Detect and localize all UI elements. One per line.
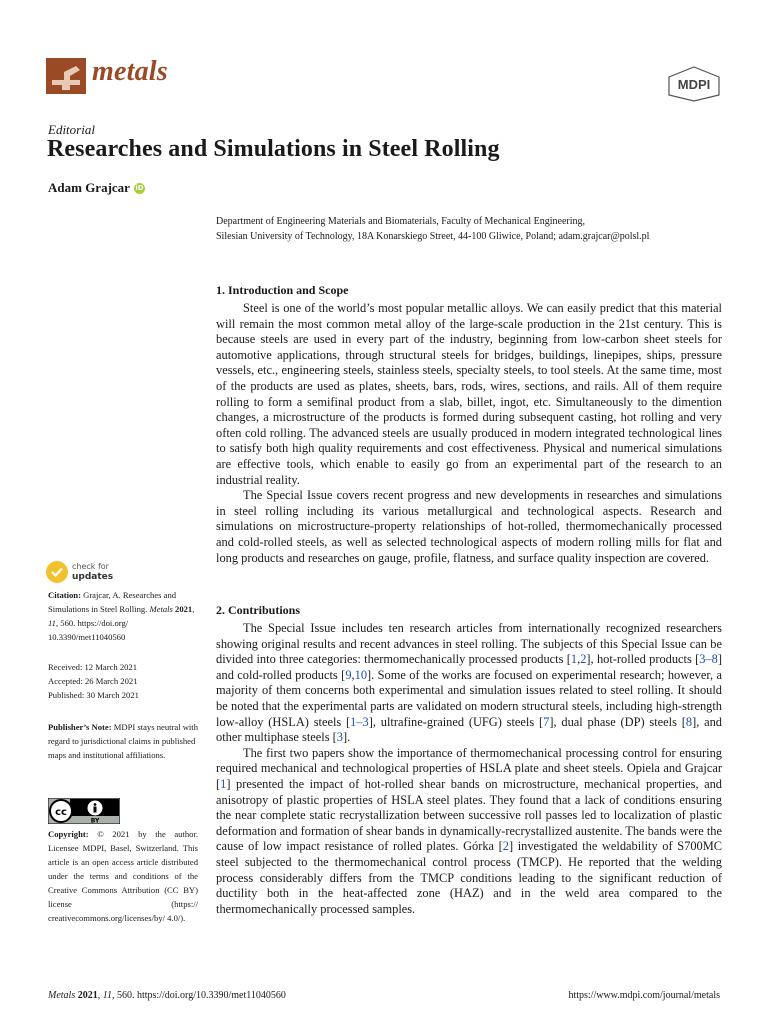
footer-journal-link[interactable]: https://www.mdpi.com/journal/metals	[568, 990, 720, 1001]
check-updates-small-text: check for	[72, 562, 109, 571]
reference-link[interactable]: 1	[570, 652, 578, 667]
section-heading: 1. Introduction and Scope	[216, 283, 349, 297]
page-title: Researches and Simulations in Steel Rolling	[47, 136, 500, 162]
affiliation-line: Silesian University of Technology, 18A Konarskiego Street, 44-100 Gliwice, Poland; adam.grajcar@polsl.pl	[216, 231, 650, 242]
reference-link[interactable]: 3	[336, 730, 343, 745]
reference-link[interactable]: 9	[345, 667, 352, 682]
published-date: Published: 30 March 2021	[48, 690, 139, 700]
dates-block	[48, 660, 198, 702]
journal-name: metals	[92, 56, 168, 87]
section-body	[216, 621, 722, 917]
paragraph: The Special Issue covers recent progress and new developments in researches and simulations in steel rolling including its various metallurgical and technological aspects. Research and simulations on microstructure-property relationships of hot-rolled, thermomechanically processed and cold-rolled steels, as well as selected technological aspects of modern rolling mills for flat and long products and researches on gauge, profile, flatness, and surface quality inspection are covered.	[216, 488, 722, 565]
affiliation-line: Department of Engineering Materials and Biomaterials, Faculty of Mechanical Engineering,	[216, 216, 586, 227]
cc-by-license-icon[interactable]	[48, 798, 120, 824]
paragraph: The Special Issue includes ten research articles from internationally recognized researchers showing original results and recent advances in steel rolling. The subjects of this Special Issue can be divided into three categories: thermomechanically processed products [1,2], hot-rolled products [3–8] and cold-rolled products [9,10]. Some of the works are focused on experimental research; however, a majority of them concerns both experimental and simulation issues related to steel rolling. It should be noted that the experimental parts are validated on modern structural steels, including high-strength low-alloy (HSLA) steels [1–3], ultrafine-grained (UFG) steels [7], dual phase (DP) steels [8], and other multiphase steels [3].	[216, 621, 723, 745]
citation-block: Citation: Grajcar, A. Researches and Simulations in Steel Rolling. Metals 2021, 11, 560. https://doi.org/ 10.3390/met11040560	[48, 590, 195, 642]
section-heading: 2. Contributions	[216, 603, 301, 617]
mdpi-logo-icon	[667, 66, 721, 102]
reference-link[interactable]: 8	[685, 714, 693, 729]
copyright-notice: Copyright: © 2021 by the author. Licensee MDPI, Basel, Switzerland. This article is an open access article distributed under the terms and conditions of the Creative Commons Attribution (CC BY) license (https:// creativecommons.org/licenses/by/ 4.0/).	[48, 829, 198, 923]
accepted-date: Accepted: 26 March 2021	[48, 676, 138, 686]
doi-link[interactable]: , 560. https://doi.org/ 10.3390/met11040560	[48, 618, 129, 642]
author-line	[48, 180, 145, 196]
reference-link[interactable]: 2	[580, 652, 587, 667]
author-name[interactable]: Adam Grajcar	[48, 180, 130, 195]
orcid-icon[interactable]: iD	[135, 183, 144, 192]
section-body	[216, 301, 722, 566]
reference-link[interactable]: 7	[543, 714, 550, 729]
check-updates-icon	[46, 561, 68, 583]
check-updates-label: updates	[72, 572, 114, 582]
received-date: Received: 12 March 2021	[48, 662, 138, 672]
article-type: Editorial	[48, 122, 95, 137]
reference-link[interactable]: 3–8	[699, 652, 718, 667]
reference-link[interactable]: 10	[354, 667, 368, 682]
footer-citation: Metals 2021, 11, 560. https://doi.org/10.3390/met11040560	[48, 990, 286, 1001]
publisher-note: Publisher’s Note: MDPI stays neutral with regard to jurisdictional claims in published maps and institutional affiliations.	[48, 722, 198, 760]
publisher-logo-text: MDPI	[677, 77, 711, 92]
svg-text:cc: cc	[55, 807, 67, 818]
paragraph: The first two papers show the importance of thermomechanical processing control for ensuring required mechanical and technological properties of HSLA plate and sheet steels. Opiela and Grajcar [1] presented the impact of hot-rolled shear bands on microstructure, mechanical properties, and anisotropy of plastic properties of HSLA steel plates. They found that a lack of conditions ensuring the near complete static recrystallization between successive roll passes led to localization of plastic deformation and formation of shear bands in dynamically-recrystallized austenite. The bands were the cause of low impact resistance of rolled plates. Górka [2] investigated the weldability of S700MC steel subjected to the thermomechanical control process (TMCP). He reported that the welding process considerably differs from the TMCP conditions leading to the significant reduction of ductility both in the heat-affected zone (HAZ) and in the weld area compared to the thermomechanically processed samples.	[216, 745, 722, 916]
paragraph: Steel is one of the world’s most popular metallic alloys. We can easily predict that this material will remain the most common metal alloy of the large-scale production in the 21st century. This is because steels are used in every part of the industry, beginning from low-carbon sheet steels for automotive applications, through structural steels for bridges, buildings, linepipes, ships, pressure vessels, etc., engineering steels, stainless steels, specialty steels, to tool steels. At the same time, most of the products are used as plates, sheets, bars, rods, wires, sections, and rails. All of them require rolling to form a semifinal product from a slab, billet, ingot, etc. Simultaneously to the dimention changes, a microstructure of the products is formed during subsequent casting, hot rolling and very often cold rolling. The advanced steels are usually produced in modern integrated technological lines to satisfy both high quality requirements and cost effectiveness. Physical and numerical simulations are effective tools, which enable to easily go from an experimental part of the research to an industrial reality.	[216, 301, 722, 487]
metals-logo-icon	[46, 58, 86, 94]
cc-by-text: BY	[90, 817, 100, 824]
reference-link[interactable]: 2	[502, 839, 509, 854]
affiliation	[216, 214, 736, 244]
reference-link[interactable]: 1–3	[350, 714, 369, 729]
check-for-updates-button[interactable]	[46, 559, 166, 585]
reference-link[interactable]: 1	[220, 776, 227, 791]
